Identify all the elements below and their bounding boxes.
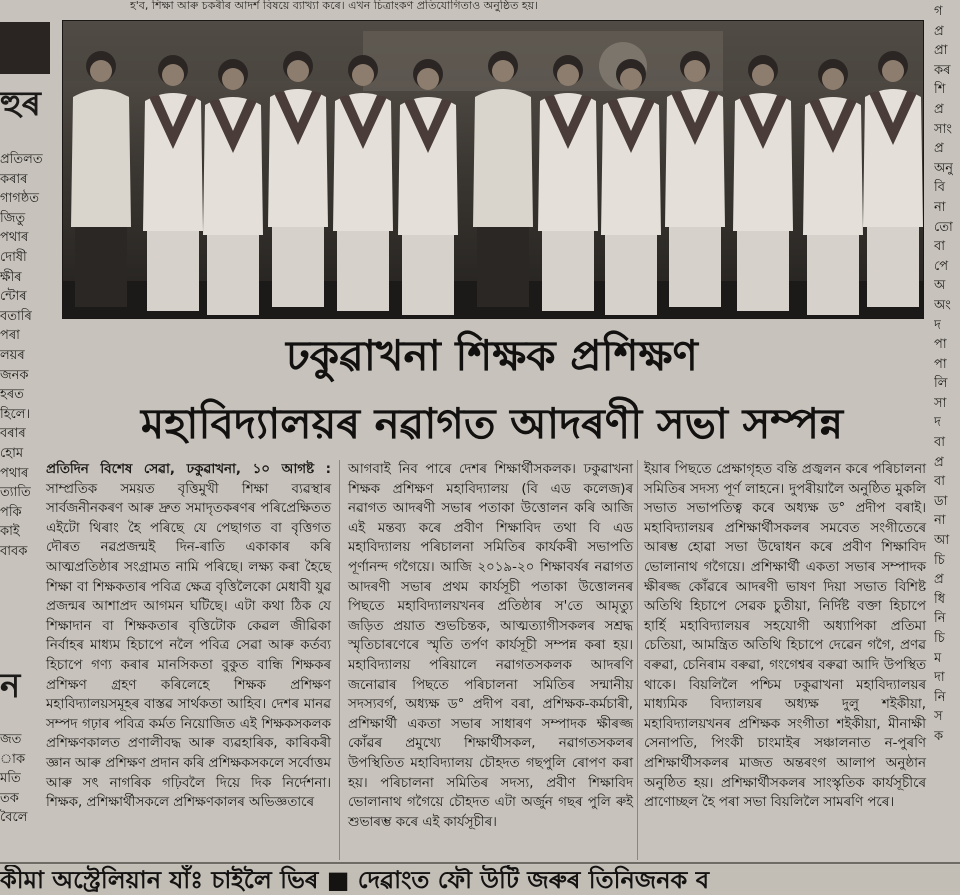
fragment-line: লয়ৰ <box>0 347 25 363</box>
fragment-line: প্ৰ <box>934 141 944 157</box>
fragment-line: পথাৰ <box>0 230 29 246</box>
fragment-line: না <box>934 513 946 529</box>
fragment-line: পৰা <box>0 328 20 344</box>
fragment-line: বা <box>934 474 946 490</box>
fragment-line: বৰাৰ <box>0 426 26 442</box>
fragment-line: প্ৰ <box>934 572 944 588</box>
fragment-line: দ <box>934 317 941 333</box>
fragment-line: আ <box>934 533 950 549</box>
fragment-line: লি <box>934 376 948 392</box>
fragment-line: অ <box>934 278 946 294</box>
fragment-line: মতি <box>0 771 21 787</box>
previous-article-tail: হ'ব, শিক্ষা আৰু চকৰীৰ আদৰ্শ বিষয়ে ব্যাখ্যা কৰে। এখন চিত্ৰাংকণ প্ৰতিযোগিতাও অনুষ্ঠিত হয়। <box>130 0 539 12</box>
left-heading-fragment: হুৰ <box>0 84 41 124</box>
fragment-line: বা <box>934 435 946 451</box>
fragment-line: চি <box>934 631 945 646</box>
fragment-line: অং <box>934 297 951 313</box>
fragment-line: না <box>934 199 946 215</box>
article-text-col3: ইয়াৰ পিছতে প্ৰেক্ষাগৃহত বন্তি প্ৰজ্বলন কৰে পৰিচালনা সমিতিৰ সদস্য পূৰ্ণ লাহনে। দুপৰীয়ালৈ অনুষ্ঠিত মুকলি সভাত সভাপতিত্ব কৰে অধ্যক্ষ ড° প্ৰদীপ বৰাই। মহাবিদ্যালয়ৰ প্ৰশিক্ষাৰ্থীসকলৰ সমবেত সংগীতেৰে আৰম্ভ হোৱা সভা উদ্বোধন কৰে প্ৰবীণ শিক্ষাবিদ ভোলানাথ গগৈয়ে। প্ৰশিক্ষাৰ্থী একতা সভাৰ সম্পাদক ক্ষীৰজ্জ কোঁৱৰে আদৰণী ভাষণ দিয়া সভাত বিশিষ্ট অতিথি হিচাপে সেৱক চুতীয়া, নিৰ্দিষ্ট বক্তা হিচাপে হাৰ্হি মহাবিদ্যালয়ৰ সহযোগী অধ্যাপিকা প্ৰতিমা চেতিয়া, আমন্ত্ৰিত অতিথি হিচাপে দেৱেন গগৈ, প্ৰণৱ বৰুৱা, চেনিৰাম বৰুৱা, গংগেশ্বৰ বৰুৱা আদি উপস্থিত থাকে। বিয়লিলৈ পশ্চিম ঢকুৱাখনা মহাবিদ্যালয়ৰ মাধ্যমিক বিদ্যালয়ৰ অধ্যক্ষ দুলু শইকীয়া, মহাবিদ্যালয়খনৰ প্ৰশিক্ষক সংগীতা শইকীয়া, মীনাক্ষী সেনাপতি, পিংকী চাংমাইৰ সঞ্চালনাত ন-পুৰণি প্ৰশিক্ষাৰ্থীসকলৰ মাজত অন্তৰংগ আলাপ অনুষ্ঠান অনুষ্ঠিত হয়। প্ৰশিক্ষাৰ্থীসকলৰ সাংস্কৃতিক কাৰ্যসূচীৰে প্ৰাণোচ্ছল হৈ পৰা সভা বিয়লিলৈ সামৰণি পৰে। <box>644 462 926 811</box>
fragment-line: ক <box>934 728 944 744</box>
column-divider <box>339 460 340 860</box>
fragment-line: বি <box>934 180 945 196</box>
fragment-line: নি <box>934 689 946 705</box>
fragment-line: ধি <box>934 591 946 607</box>
left-text-fragments-b <box>0 730 50 828</box>
fragment-line: জত <box>0 732 22 747</box>
fragment-line: অনু <box>934 160 954 176</box>
article-text-col1: সাম্প্ৰতিক সময়ত বৃত্তিমুখী শিক্ষা ব্যৱস্থাৰ সাৰ্বজনীনকৰণ আৰু দ্ৰুত সমাদৃতকৰণৰ পৰিপ্ৰেক্ষিতত এইটো থিৰাং হৈ পৰিছে যে পেছাগত বা বৃত্তিগত দৌৰত নৱপ্ৰজন্মই দিন-ৰাতি একাকাৰ কৰি আত্মপ্ৰতিষ্ঠাৰ সংগ্ৰামত নামি পৰিছে। লক্ষ্য কৰা হৈছে শিক্ষা বা শিক্ষকতাৰ পবিত্ৰ ক্ষেত্ৰ বৃত্তিলৈকো মেধাবী যুৱ প্ৰজন্মৰ আশাপ্ৰদ আগমন ঘটিছে। এটা কথা ঠিক যে শিক্ষাদান বা শিক্ষকতাৰ বৃত্তিটোক কেৱল জীৱিকা নিৰ্বাহৰ মাধ্যম হিচাপে নলৈ পবিত্ৰ সেৱা আৰু কৰ্তব্য হিচাপে গণ্য কৰাৰ মানসিকতা বুকুত বান্ধি শিক্ষকৰ প্ৰশিক্ষণ গ্ৰহণ কৰিলেহে শিক্ষক প্ৰশিক্ষণ মহাবিদ্যালয়সমূহৰ বাস্তৱ সাৰ্থকতা আহিব। দেশৰ মানৱ সম্পদ গঢ়াৰ পবিত্ৰ কৰ্মত নিয়োজিত এই শিক্ষকসকলক প্ৰশিক্ষণকালত প্ৰণালীবদ্ধ আৰু ব্যৱহাৰিক, কাৰিকৰী জ্ঞান আৰু প্ৰশিক্ষণ প্ৰদান কৰি প্ৰশিক্ষকসকলে সৰ্বোত্তম আৰু সৎ নাগৰিক গঢ়িবলৈ দিয়ে দিক নিৰ্দেশনা। শিক্ষক, প্ৰশিক্ষাৰ্থীসকলে প্ৰশিক্ষণকালৰ অভিজ্ঞতাৰে <box>46 481 331 811</box>
fragment-line: সা <box>934 395 947 411</box>
fragment-line: দ <box>934 415 941 431</box>
fragment-line: জিতু <box>0 210 26 226</box>
fragment-line: কৰাৰ <box>0 171 28 187</box>
fragment-line: ন্টোৰ <box>0 289 27 305</box>
article-column-1 <box>46 460 331 813</box>
fragment-line: প্ৰা <box>934 43 948 59</box>
fragment-line: তক <box>0 790 19 806</box>
fragment-line: তো <box>934 219 953 235</box>
next-headline-strip: কীমা অস্ট্ৰেলিয়ান যাঁঃ চাইলৈ ভিৰ ■ দেৱাংত ফৌ উটি জৰুৰ তিনিজনক ব <box>0 865 960 895</box>
fragment-line: চি <box>934 552 945 568</box>
fragment-line: বা <box>934 239 946 255</box>
fragment-line: প্ৰ <box>934 454 944 470</box>
column-divider <box>637 460 638 860</box>
dateline: প্ৰতিদিন বিশেষ সেৱা, ঢকুৱাখনা, ১০ আগষ্ট : <box>46 462 331 477</box>
adjacent-column-right <box>932 0 960 895</box>
fragment-line: পা <box>934 356 947 372</box>
fragment-line: পকি <box>0 504 22 520</box>
bottom-rule <box>0 862 960 864</box>
left-text-fragments-a <box>0 150 50 561</box>
fragment-line: দোষী <box>0 249 27 265</box>
headline-line-1: ঢকুৱাখনা শিক্ষক প্ৰশিক্ষণ <box>286 331 698 380</box>
fragment-line: স <box>934 709 943 725</box>
fragment-line: পা <box>934 337 947 353</box>
fragment-line: জনক <box>0 367 29 383</box>
fragment-line: কৰ <box>934 62 951 78</box>
fragment-line: পথাৰ <box>0 465 29 481</box>
fragment-line: বৈলে <box>0 810 28 826</box>
fragment-line: হিলে। <box>0 406 31 422</box>
adjacent-column-left <box>0 0 50 895</box>
black-label-box <box>0 22 50 74</box>
fragment-line: নি <box>934 611 946 627</box>
fragment-line: প্ৰ <box>934 23 944 39</box>
right-text-fragments <box>934 2 953 747</box>
article-text-col2: আগবাই নিব পাৰে দেশৰ শিক্ষাৰ্থীসকলক। ঢকুৱাখনা শিক্ষক প্ৰশিক্ষণ মহাবিদ্যালয় (বি এড কলেজ)ৰ নৱাগত আদৰণী সভাৰ পতাকা উত্তোলন কৰি আজি এই মন্তব্য কৰে প্ৰবীণ শিক্ষাবিদ তথা বি এড মহাবিদ্যালয় পৰিচালনা সমিতিৰ কাৰ্যকৰী সভাপতি পূৰ্ণানন্দ গগৈয়ে। আজি ২০১৯-২০ শিক্ষাবৰ্ষৰ নৱাগত আদৰণী সভাৰ প্ৰথম কাৰ্যসূচী পতাকা উত্তোলনৰ পিছতে মহাবিদ্যালয়খনৰ প্ৰতিষ্ঠাৰ স'তে আমৃত্যু জড়িত প্ৰয়াত শুভচিন্তক, আত্মত্যাগীসকলৰ সশ্ৰদ্ধ স্মৃতিচাৰণেৰে স্মৃতি তৰ্পণ কাৰ্যসূচী সম্পন্ন কৰা হয়। মহাবিদ্যালয় পৰিয়ালে নৱাগতসকলক আদৰণি জনোৱাৰ পিছতে পৰিচালনা সমিতিৰ সন্মানীয় সদস্যবৰ্গ, অধ্যক্ষ ড° প্ৰদীপ বৰা, প্ৰশিক্ষক-কৰ্মচাৰী, প্ৰশিক্ষাৰ্থী একতা সভাৰ সাধাৰণ সম্পাদক ক্ষীৰজ্জ কোঁৱৰ প্ৰমুখ্যে শিক্ষাৰ্থীসকল, নৱাগতসকলৰ উপস্থিতিত মহাবিদ্যালয় চৌহদত গছপুলি ৰোপণ কৰা হয়। পৰিচালনা সমিতিৰ সদস্য, প্ৰবীণ শিক্ষাবিদ ভোলানাথ গগৈয়ে চৌহদত এটা অৰ্জুন গছৰ পুলি ৰুই শুভাৰম্ভ কৰে এই কাৰ্যসূচীৰ। <box>348 462 633 830</box>
fragment-line: পে <box>934 258 949 274</box>
headline-line-2: মহাবিদ্যালয়ৰ নৱাগত আদৰণী সভা সম্পন্ন <box>140 399 844 448</box>
group-photo-illustration <box>63 21 923 318</box>
fragment-line: সাং <box>934 121 952 137</box>
fragment-line: হৰত <box>0 387 24 403</box>
fragment-line: ত্যাতি <box>0 485 31 501</box>
article-column-3 <box>644 460 926 813</box>
fragment-line: প্ৰতিলত <box>0 152 43 167</box>
fragment-line: দা <box>934 670 945 686</box>
fragment-line: হোম <box>0 445 24 461</box>
article-column-2 <box>348 460 633 832</box>
fragment-line: প্ৰ <box>934 101 944 117</box>
fragment-line: াক <box>0 751 26 767</box>
fragment-line: শি <box>934 82 946 98</box>
event-photo <box>62 20 924 319</box>
fragment-line: গ <box>934 4 943 19</box>
fragment-line: ম <box>934 650 942 666</box>
fragment-line: বতাৰি <box>0 308 32 324</box>
fragment-line: বাবক <box>0 543 28 559</box>
fragment-line: ডা <box>934 493 948 509</box>
fragment-line: ক্ষীৰ <box>0 269 22 285</box>
left-heading-fragment-2: ন <box>0 666 21 706</box>
fragment-line: কাই <box>0 524 20 540</box>
fragment-line: গাগষ্ঠত <box>0 191 40 207</box>
